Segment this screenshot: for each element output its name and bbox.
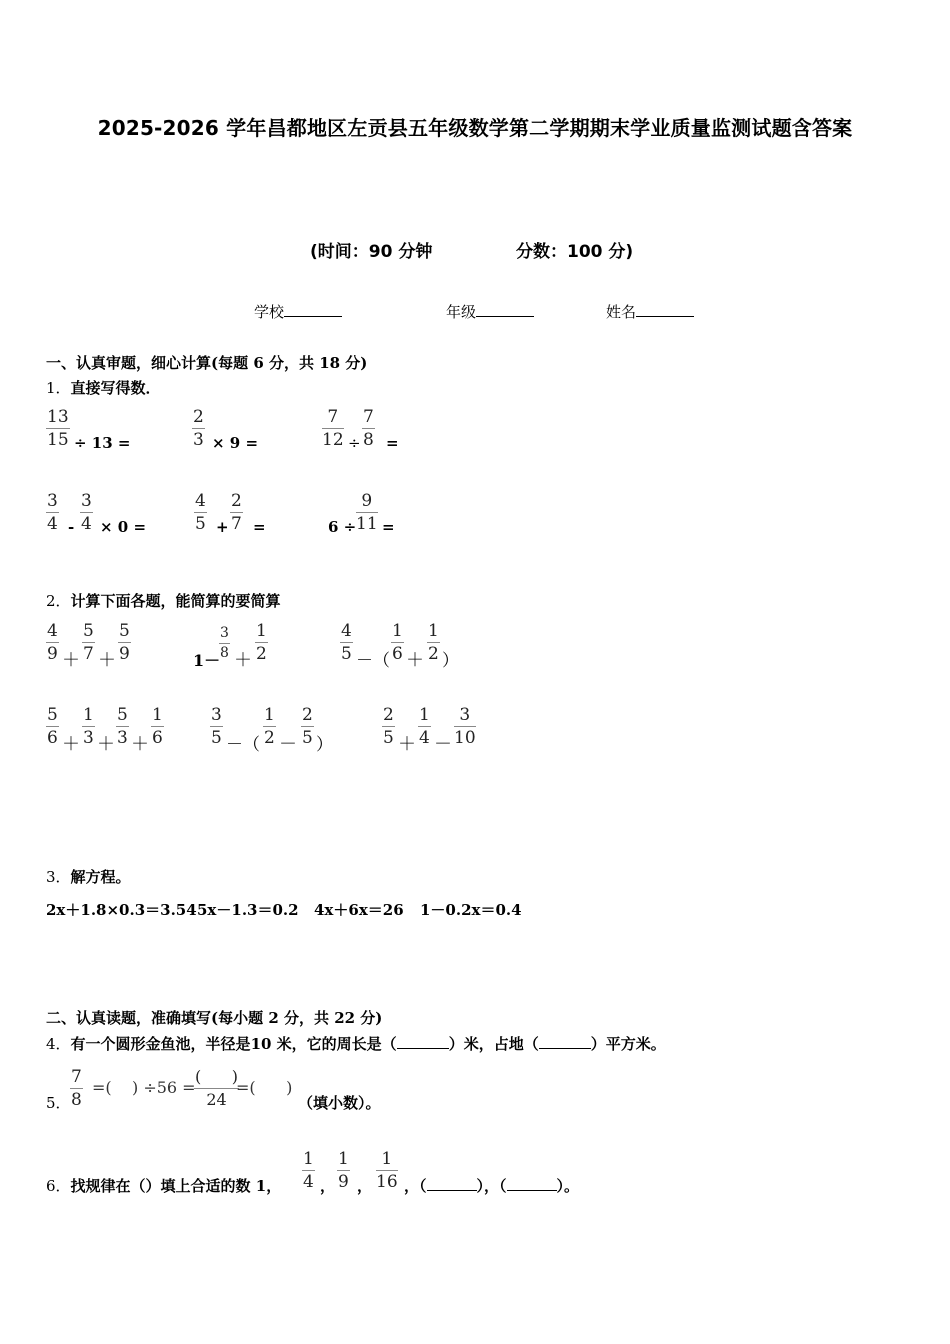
fraction: 3 5 <box>211 705 222 748</box>
operator: ） <box>442 651 459 671</box>
fraction: 3 4 <box>81 491 92 534</box>
operator: × 9 = <box>212 434 259 452</box>
score-label: 分数：100 分) <box>516 242 634 262</box>
operator: ＋ <box>398 734 416 755</box>
name-label: 姓名 <box>606 303 637 321</box>
fraction: 2 5 <box>383 705 394 748</box>
fraction: 4 5 <box>341 621 352 664</box>
operator: ＋ <box>406 650 424 671</box>
name-blank[interactable] <box>636 302 694 317</box>
fraction: 4 9 <box>47 621 58 664</box>
fraction: 2 5 <box>302 705 313 748</box>
fraction: 2 3 <box>193 407 204 450</box>
school-field <box>254 301 342 322</box>
operator: ＋ <box>97 734 115 755</box>
question-text: 找规律在（）填上合适的数 1， <box>70 1177 282 1195</box>
answer-blank[interactable] <box>539 1034 591 1049</box>
section-2-heading: 二、认真读题，准确填写(每小题 2 分，共 22 分) <box>46 1009 383 1027</box>
operator: － <box>279 734 297 755</box>
equation: 5x－1.3＝0.2 <box>197 901 299 919</box>
answer-blanks: ，（ ），（ ）。 <box>404 1177 580 1195</box>
equation: 1－0.2x＝0.4 <box>420 901 522 919</box>
fraction: 5 3 <box>117 705 128 748</box>
fraction: 3 10 <box>454 705 476 748</box>
question-text: ，它的周长是（ <box>291 1035 397 1053</box>
separator: ， <box>357 1177 373 1195</box>
fraction: 9 11 <box>356 491 378 534</box>
question-number: 3． <box>46 868 71 886</box>
equation: 4x＋6x＝26 <box>314 901 404 919</box>
question-text: 有一个圆形金鱼池，半径是 <box>70 1035 251 1053</box>
operator: 6 ÷ <box>328 518 357 536</box>
operator: + <box>216 518 229 536</box>
separator: ， <box>320 1177 336 1195</box>
fraction: 1 2 <box>428 621 439 664</box>
operator: - <box>68 518 75 536</box>
operator: ＋ <box>234 650 252 671</box>
operator: ÷ 13 = <box>74 434 131 452</box>
fraction: 1 6 <box>392 621 403 664</box>
fraction: 5 9 <box>119 621 130 664</box>
fraction: 7 12 <box>322 407 344 450</box>
operator: ) ÷56 = <box>132 1078 196 1097</box>
question-number: 1． <box>46 379 71 397</box>
operator: ） <box>316 735 333 755</box>
fraction: 2 7 <box>231 491 242 534</box>
fraction: 13 15 <box>47 407 69 450</box>
question-text: ）平方米。 <box>590 1035 666 1053</box>
question-text: ）米，占地（ <box>448 1035 539 1053</box>
question-number: 4． <box>46 1035 71 1053</box>
answer-blank[interactable] <box>507 1176 557 1191</box>
operator: ＋ <box>98 650 116 671</box>
question-2 <box>46 590 281 611</box>
grade-label: 年级 <box>446 303 477 321</box>
fraction: 5 6 <box>47 705 58 748</box>
fraction: 1 9 <box>338 1149 349 1192</box>
fraction: ( ) 24 <box>195 1067 238 1109</box>
document-title: 2025-2026 学年昌都地区左贡县五年级数学第二学期期末学业质量监测试题含答案 <box>97 116 853 140</box>
grade-field <box>446 301 534 322</box>
section-1-heading: 一、认真审题，细心计算(每题 6 分，共 18 分) <box>46 354 368 372</box>
fraction: 3 8 <box>220 625 229 661</box>
operator: = <box>386 434 399 452</box>
question-6 <box>46 1175 281 1196</box>
operator: 1－ <box>193 651 221 670</box>
fraction: 1 4 <box>419 705 430 748</box>
question-number: 2． <box>46 592 71 610</box>
fraction: 1 4 <box>303 1149 314 1192</box>
fraction: 1 6 <box>152 705 163 748</box>
school-label: 学校 <box>254 303 285 321</box>
operator: ＋ <box>62 734 80 755</box>
question-4 <box>46 1033 666 1054</box>
grade-blank[interactable] <box>476 302 534 317</box>
fraction: 7 8 <box>71 1067 82 1110</box>
question-5-number: 5． <box>46 1094 71 1112</box>
answer-blank[interactable] <box>427 1176 477 1191</box>
fraction: 1 2 <box>264 705 275 748</box>
operator: = <box>382 518 395 536</box>
fraction: 1 3 <box>83 705 94 748</box>
question-text: 计算下面各题，能简算的要简算 <box>70 592 281 610</box>
fraction: 4 5 <box>195 491 206 534</box>
question-text: 10 米 <box>250 1035 292 1053</box>
fraction: 3 4 <box>47 491 58 534</box>
school-blank[interactable] <box>284 302 342 317</box>
operator: －（ <box>356 651 390 671</box>
operator: ＋ <box>131 734 149 755</box>
fraction: 1 2 <box>256 621 267 664</box>
operator: =( <box>92 1078 112 1097</box>
operator: － <box>434 734 452 755</box>
operator: = <box>253 518 266 536</box>
operator: ÷ <box>348 434 361 452</box>
question-1 <box>46 377 161 398</box>
operator: × 0 = <box>100 518 147 536</box>
operator: =( ) <box>236 1078 293 1097</box>
question-number: 6． <box>46 1177 71 1195</box>
time-label: (时间：90 分钟 <box>310 242 433 262</box>
operator: ＋ <box>62 650 80 671</box>
name-field <box>606 301 694 322</box>
question-text: 解方程。 <box>70 868 131 886</box>
answer-blank[interactable] <box>397 1034 449 1049</box>
question-text: 直接写得数． <box>70 379 161 397</box>
operator: －（ <box>226 735 260 755</box>
note: （填小数）。 <box>298 1094 381 1112</box>
fraction: 1 16 <box>376 1149 398 1192</box>
question-3 <box>46 866 131 887</box>
equation: 2x＋1.8×0.3＝3.54 <box>46 901 197 919</box>
fraction: 5 7 <box>83 621 94 664</box>
fraction: 7 8 <box>363 407 374 450</box>
